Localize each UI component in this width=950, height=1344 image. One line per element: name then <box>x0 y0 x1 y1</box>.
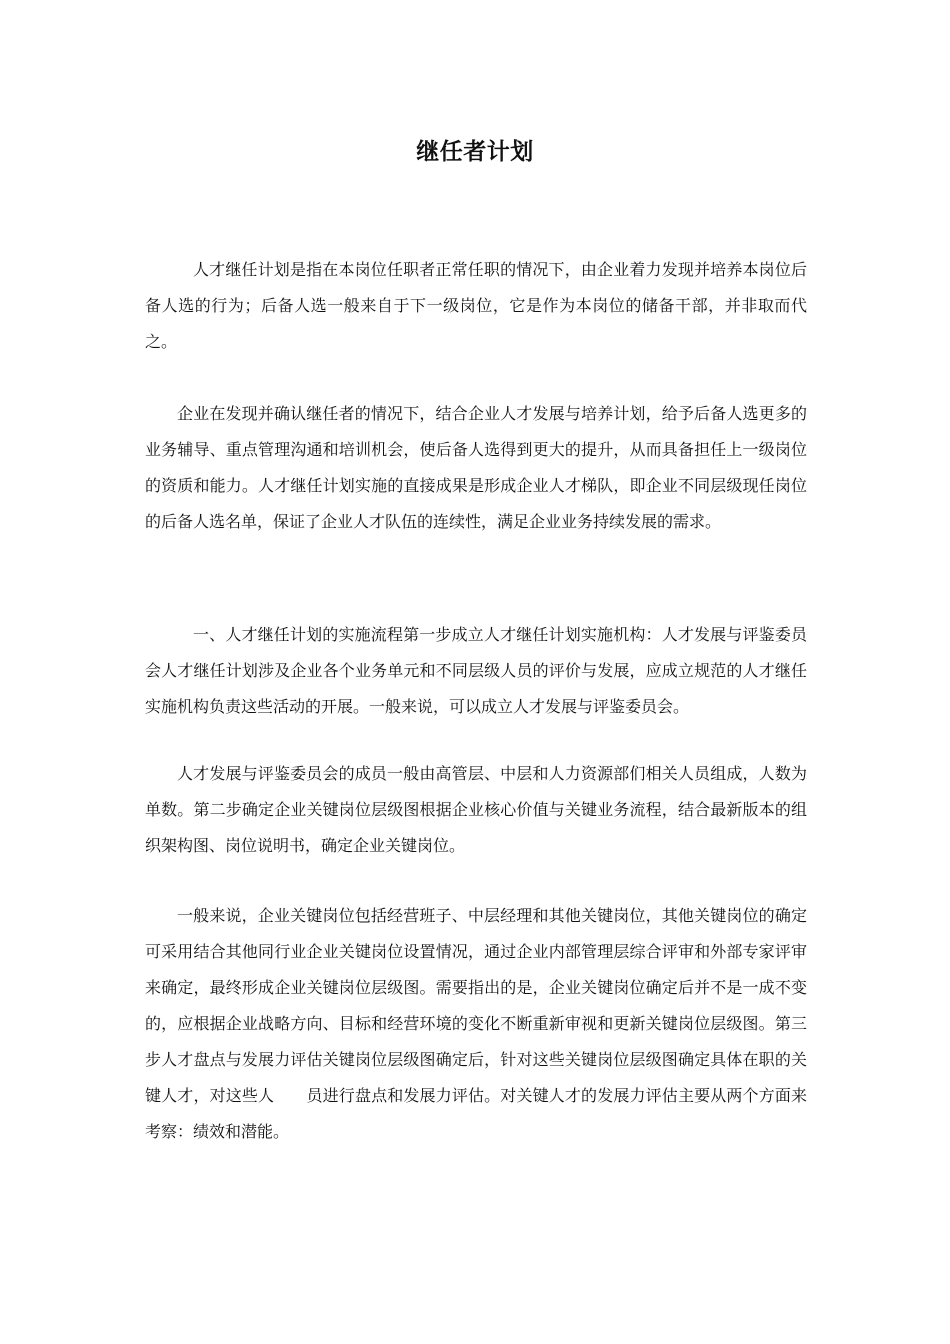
paragraph-step-one: 一、人才继任计划的实施流程第一步成立人才继任计划实施机构：人才发展与评鉴委员会人才继任计划涉及企业各个业务单元和不同层级人员的评价与发展，应成立规范的人才继任实施机构负责这些活动的开展。一般来说，可以成立人才发展与评鉴委员会。 <box>145 625 807 716</box>
paragraph-step-two: 人才发展与评鉴委员会的成员一般由高管层、中层和人力资源部们相关人员组成，人数为单数。第二步确定企业关键岗位层级图根据企业核心价值与关键业务流程，结合最新版本的组织架构图、岗位说明书，确定企业关键岗位。 <box>145 764 807 855</box>
paragraph-step-three: 一般来说，企业关键岗位包括经营班子、中层经理和其他关键岗位，其他关键岗位的确定可采用结合其他同行业企业关键岗位设置情况，通过企业内部管理层综合评审和外部专家评审来确定，最终形成企业关键岗位层级图。需要指出的是，企业关键岗位确定后并不是一成不变的，应根据企业战略方向、目标和经营环境的变化不断重新审视和更新关键岗位层级图。第三步人才盘点与发展力评估关键岗位层级图确定后，针对这些关键岗位层级图确定具体在职的关键人才，对这些人 员进行盘点和发展力评估。对关键人才的发展力评估主要从两个方面来考察：绩效和潜能。 <box>145 906 807 1141</box>
paragraph-successor-development: 企业在发现并确认继任者的情况下，结合企业人才发展与培养计划，给予后备人选更多的业务辅导、重点管理沟通和培训机会，使后备人选得到更大的提升，从而具备担任上一级岗位的资质和能力。人才继任计划实施的直接成果是形成企业人才梯队，即企业不同层级现任岗位的后备人选名单，保证了企业人才队伍的连续性，满足企业业务持续发展的需求。 <box>145 404 807 531</box>
paragraph-intro: 人才继任计划是指在本岗位任职者正常任职的情况下，由企业着力发现并培养本岗位后备人选的行为；后备人选一般来自于下一级岗位，它是作为本岗位的储备干部，并非取而代之。 <box>145 260 807 351</box>
document-title: 继任者计划 <box>416 139 534 165</box>
